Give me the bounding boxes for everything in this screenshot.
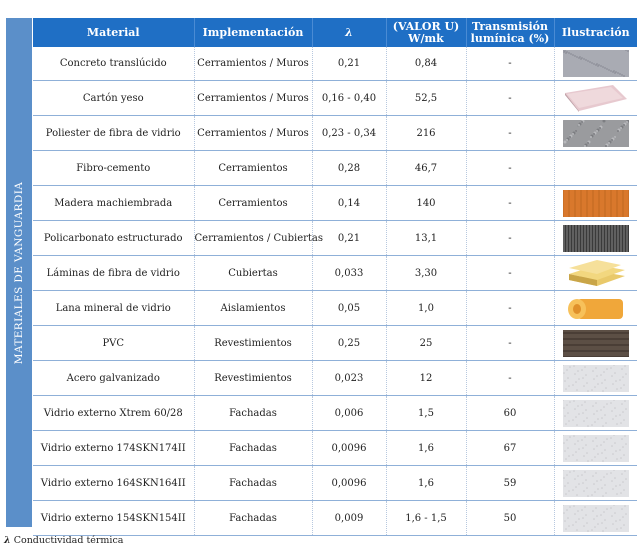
- cell-valor-u: 0,84: [386, 47, 466, 81]
- side-label-text: MATERIALES DE VANGUARDIA: [13, 181, 25, 364]
- cell-transmision: -: [466, 221, 554, 256]
- footnote: [4, 535, 123, 546]
- cell-lambda: 0,23 - 0,34: [312, 116, 386, 151]
- cell-material: Concreto translúcido: [33, 47, 194, 81]
- table-row: [33, 361, 637, 396]
- cell-implementacion: Cerramientos / Muros: [194, 47, 312, 81]
- cell-lambda: 0,0096: [312, 466, 386, 501]
- cell-ilustracion: [554, 291, 637, 326]
- cell-valor-u: 1,5: [386, 396, 466, 431]
- cell-implementacion: Cubiertas: [194, 256, 312, 291]
- cell-valor-u: 46,7: [386, 151, 466, 186]
- cell-implementacion: Revestimientos: [194, 326, 312, 361]
- footnote-symbol: λ: [4, 535, 11, 546]
- table-row: [33, 221, 637, 256]
- cell-valor-u: 25: [386, 326, 466, 361]
- header-transmision: [466, 18, 554, 47]
- cell-material: Lana mineral de vidrio: [33, 291, 194, 326]
- table-row: [33, 396, 637, 431]
- cell-transmision: -: [466, 47, 554, 81]
- table-row: [33, 116, 637, 151]
- header-transmision-line2: lumínica (%): [470, 31, 550, 45]
- footnote-text: Conductividad térmica: [13, 535, 124, 546]
- cell-ilustracion: [554, 431, 637, 466]
- cell-valor-u: 1,0: [386, 291, 466, 326]
- header-row: [33, 18, 637, 47]
- cell-ilustracion: [554, 151, 637, 186]
- cell-valor-u: 52,5: [386, 81, 466, 116]
- cell-material: PVC: [33, 326, 194, 361]
- cell-lambda: 0,28: [312, 151, 386, 186]
- cell-transmision: 59: [466, 466, 554, 501]
- table-row: [33, 47, 637, 81]
- cell-implementacion: Fachadas: [194, 396, 312, 431]
- cell-transmision: -: [466, 361, 554, 396]
- material-illustration: [555, 330, 638, 357]
- cell-material: Láminas de fibra de vidrio: [33, 256, 194, 291]
- cell-ilustracion: [554, 81, 637, 116]
- cell-ilustracion: [554, 221, 637, 256]
- material-illustration: [555, 50, 638, 77]
- table-row: [33, 466, 637, 501]
- table-row: [33, 326, 637, 361]
- cell-valor-u: 216: [386, 116, 466, 151]
- cell-implementacion: Aislamientos: [194, 291, 312, 326]
- cell-lambda: 0,009: [312, 501, 386, 536]
- header-ilustracion: Ilustración: [554, 18, 637, 47]
- material-illustration: [555, 400, 638, 427]
- cell-transmision: -: [466, 326, 554, 361]
- cell-implementacion: Cerramientos / Muros: [194, 116, 312, 151]
- materials-table: [33, 18, 637, 536]
- cell-ilustracion: [554, 256, 637, 291]
- cell-implementacion: Fachadas: [194, 466, 312, 501]
- cell-lambda: 0,21: [312, 47, 386, 81]
- cell-valor-u: 1,6: [386, 431, 466, 466]
- cell-material: Madera machiembrada: [33, 186, 194, 221]
- material-illustration: [555, 295, 638, 322]
- cell-ilustracion: [554, 116, 637, 151]
- cell-ilustracion: [554, 501, 637, 536]
- table-row: [33, 151, 637, 186]
- header-material: Material: [33, 18, 194, 47]
- cell-implementacion: Fachadas: [194, 431, 312, 466]
- cell-transmision: -: [466, 256, 554, 291]
- cell-transmision: -: [466, 291, 554, 326]
- material-illustration: [555, 225, 638, 252]
- cell-ilustracion: [554, 396, 637, 431]
- header-transmision-line1: Transmisión: [471, 19, 549, 33]
- cell-implementacion: Cerramientos: [194, 186, 312, 221]
- cell-lambda: 0,0096: [312, 431, 386, 466]
- cell-lambda: 0,16 - 0,40: [312, 81, 386, 116]
- cell-transmision: -: [466, 81, 554, 116]
- side-category-label: [6, 18, 32, 527]
- material-illustration: [555, 365, 638, 392]
- cell-lambda: 0,14: [312, 186, 386, 221]
- cell-ilustracion: [554, 47, 637, 81]
- cell-transmision: -: [466, 186, 554, 221]
- cell-valor-u: 3,30: [386, 256, 466, 291]
- cell-valor-u: 1,6 - 1,5: [386, 501, 466, 536]
- cell-valor-u: 12: [386, 361, 466, 396]
- table-row: [33, 291, 637, 326]
- cell-transmision: -: [466, 116, 554, 151]
- cell-material: Acero galvanizado: [33, 361, 194, 396]
- cell-ilustracion: [554, 326, 637, 361]
- cell-lambda: 0,023: [312, 361, 386, 396]
- table-row: [33, 256, 637, 291]
- cell-material: Vidrio externo 174SKN174II: [33, 431, 194, 466]
- cell-lambda: 0,033: [312, 256, 386, 291]
- cell-valor-u: 140: [386, 186, 466, 221]
- cell-transmision: -: [466, 151, 554, 186]
- material-illustration: [555, 505, 638, 532]
- table-row: [33, 431, 637, 466]
- cell-implementacion: Cerramientos / Cubiertas: [194, 221, 312, 256]
- cell-material: Cartón yeso: [33, 81, 194, 116]
- cell-transmision: 50: [466, 501, 554, 536]
- cell-material: Fibro-cemento: [33, 151, 194, 186]
- material-illustration: [555, 85, 638, 112]
- cell-material: Poliester de fibra de vidrio: [33, 116, 194, 151]
- cell-transmision: 67: [466, 431, 554, 466]
- cell-implementacion: Revestimientos: [194, 361, 312, 396]
- material-illustration: [555, 190, 638, 217]
- material-illustration: [555, 435, 638, 462]
- cell-transmision: 60: [466, 396, 554, 431]
- material-illustration: [555, 120, 638, 147]
- cell-lambda: 0,05: [312, 291, 386, 326]
- material-illustration: [555, 260, 638, 287]
- cell-lambda: 0,25: [312, 326, 386, 361]
- cell-implementacion: Fachadas: [194, 501, 312, 536]
- header-valor-u: [386, 18, 466, 47]
- cell-material: Vidrio externo Xtrem 60/28: [33, 396, 194, 431]
- cell-lambda: 0,21: [312, 221, 386, 256]
- cell-implementacion: Cerramientos: [194, 151, 312, 186]
- table-row: [33, 186, 637, 221]
- cell-ilustracion: [554, 466, 637, 501]
- cell-material: Vidrio externo 164SKN164II: [33, 466, 194, 501]
- header-implementacion: Implementación: [194, 18, 312, 47]
- cell-valor-u: 13,1: [386, 221, 466, 256]
- table-row: [33, 81, 637, 116]
- material-illustration: [555, 470, 638, 497]
- cell-material: Policarbonato estructurado: [33, 221, 194, 256]
- cell-implementacion: Cerramientos / Muros: [194, 81, 312, 116]
- header-valor-u-line2: W/mk: [408, 31, 444, 45]
- header-valor-u-line1: (VALOR U): [392, 19, 460, 33]
- cell-lambda: 0,006: [312, 396, 386, 431]
- cell-valor-u: 1,6: [386, 466, 466, 501]
- cell-material: Vidrio externo 154SKN154II: [33, 501, 194, 536]
- header-lambda: λ: [312, 18, 386, 47]
- cell-ilustracion: [554, 361, 637, 396]
- table-row: [33, 501, 637, 536]
- cell-ilustracion: [554, 186, 637, 221]
